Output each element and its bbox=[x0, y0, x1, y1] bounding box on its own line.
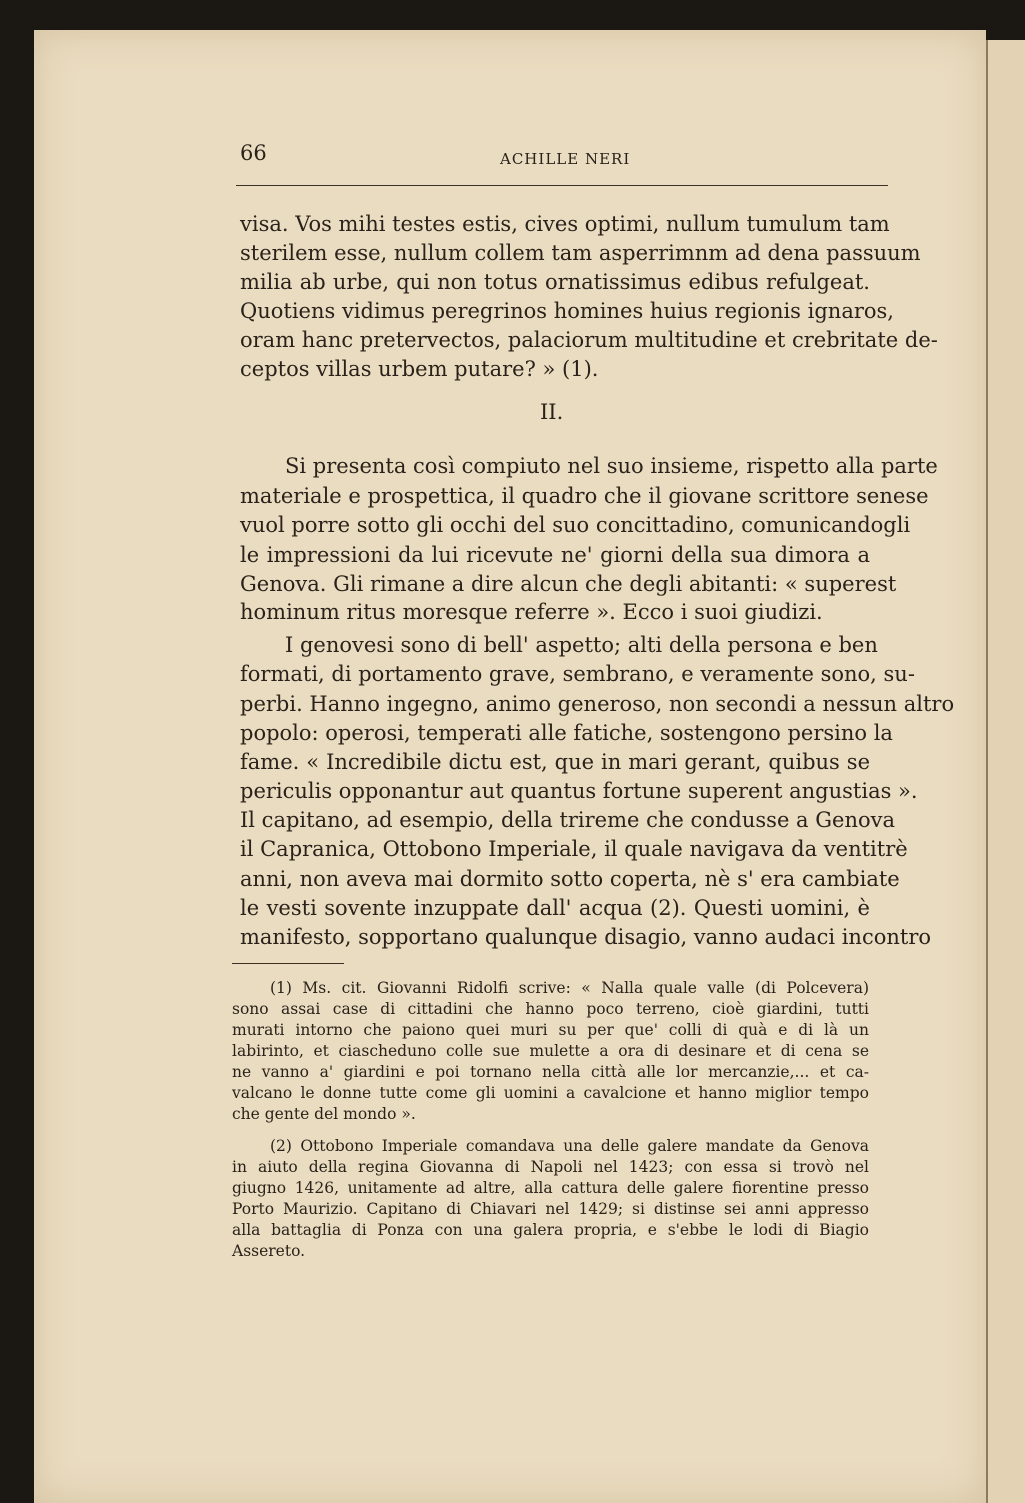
footnote-rule bbox=[232, 963, 344, 964]
footnote-line: alla battaglia di Ponza con una galera propria, e s'ebbe le lodi di Biagio bbox=[232, 1221, 869, 1239]
body-line: le vesti sovente inzuppate dall' acqua (2). Questi uomini, è bbox=[240, 896, 870, 920]
footnote-line: valcano le donne tutte come gli uomini a cavalcione et hanno miglior tempo bbox=[232, 1084, 869, 1102]
body-line: popolo: operosi, temperati alle fatiche, sostengono persino la bbox=[240, 721, 893, 745]
footnote-line: (1) Ms. cit. Giovanni Ridolfi scrive: « Nalla quale valle (di Polcevera) bbox=[270, 979, 869, 997]
body-line: oram hanc pretervectos, palaciorum multitudine et crebritate de- bbox=[240, 328, 938, 352]
running-head: ACHILLE NERI bbox=[500, 150, 631, 168]
body-line: visa. Vos mihi testes estis, cives optimi, nullum tumulum tam bbox=[240, 212, 890, 236]
footnote-line: Porto Maurizio. Capitano di Chiavari nel 1429; si distinse sei anni appresso bbox=[232, 1200, 869, 1218]
footnote-line: ne vanno a' giardini e poi tornano nella città alle lor mercanzie,... et ca- bbox=[232, 1063, 869, 1081]
body-line: Il capitano, ad esempio, della trireme che condusse a Genova bbox=[240, 808, 896, 832]
body-line: sterilem esse, nullum collem tam asperrimnm ad dena passuum bbox=[240, 241, 921, 265]
body-line: formati, di portamento grave, sembrano, e veramente sono, su- bbox=[240, 662, 915, 686]
footnote-line: murati intorno che paiono quei muri su per que' colli di quà e di là un bbox=[232, 1021, 869, 1039]
body-line: ceptos villas urbem putare? » (1). bbox=[240, 357, 599, 381]
body-line: perbi. Hanno ingegno, animo generoso, non secondi a nessun altro bbox=[240, 692, 955, 716]
body-line: manifesto, sopportano qualunque disagio, vanno audaci incontro bbox=[240, 925, 932, 949]
footnote-line: (2) Ottobono Imperiale comandava una delle galere mandate da Genova bbox=[270, 1137, 869, 1155]
body-line: periculis opponantur aut quantus fortune superent angustias ». bbox=[240, 779, 918, 803]
body-line: il Capranica, Ottobono Imperiale, il quale navigava da ventitrè bbox=[240, 837, 908, 861]
body-line: I genovesi sono di bell' aspetto; alti della persona e ben bbox=[285, 633, 878, 657]
footnote-line: Assereto. bbox=[232, 1242, 306, 1260]
body-line: Quotiens vidimus peregrinos homines huius regionis ignaros, bbox=[240, 299, 894, 323]
page-number: 66 bbox=[240, 141, 267, 165]
body-line: milia ab urbe, qui non totus ornatissimus edibus refulgeat. bbox=[240, 270, 870, 294]
footnote-line: in aiuto della regina Giovanna di Napoli nel 1423; con essa si trovò nel bbox=[232, 1158, 869, 1176]
body-line: fame. « Incredibile dictu est, que in mari gerant, quibus se bbox=[240, 750, 870, 774]
body-line: Genova. Gli rimane a dire alcun che degli abitanti: « superest bbox=[240, 572, 897, 596]
body-line: anni, non aveva mai dormito sotto coperta, nè s' era cambiate bbox=[240, 867, 900, 891]
footnote-line: giugno 1426, unitamente ad altre, alla cattura delle galere fiorentine presso bbox=[232, 1179, 869, 1197]
footnote-line: labirinto, et ciascheduno colle sue mulette a ora di desinare et di cena se bbox=[232, 1042, 869, 1060]
body-line: Si presenta così compiuto nel suo insieme, rispetto alla parte bbox=[285, 454, 938, 478]
header-rule bbox=[236, 185, 888, 186]
body-line: le impressioni da lui ricevute ne' giorni della sua dimora a bbox=[240, 543, 870, 567]
body-line: materiale e prospettica, il quadro che il giovane scrittore senese bbox=[240, 484, 929, 508]
body-line: vuol porre sotto gli occhi del suo concittadino, comunicandogli bbox=[240, 513, 911, 537]
next-page-edge bbox=[986, 40, 1025, 1503]
footnote-line: sono assai case di cittadini che hanno poco terreno, cioè giardini, tutti bbox=[232, 1000, 869, 1018]
section-heading: II. bbox=[540, 400, 564, 424]
footnote-line: che gente del mondo ». bbox=[232, 1105, 416, 1123]
body-line: hominum ritus moresque referre ». Ecco i suoi giudizi. bbox=[240, 600, 823, 624]
